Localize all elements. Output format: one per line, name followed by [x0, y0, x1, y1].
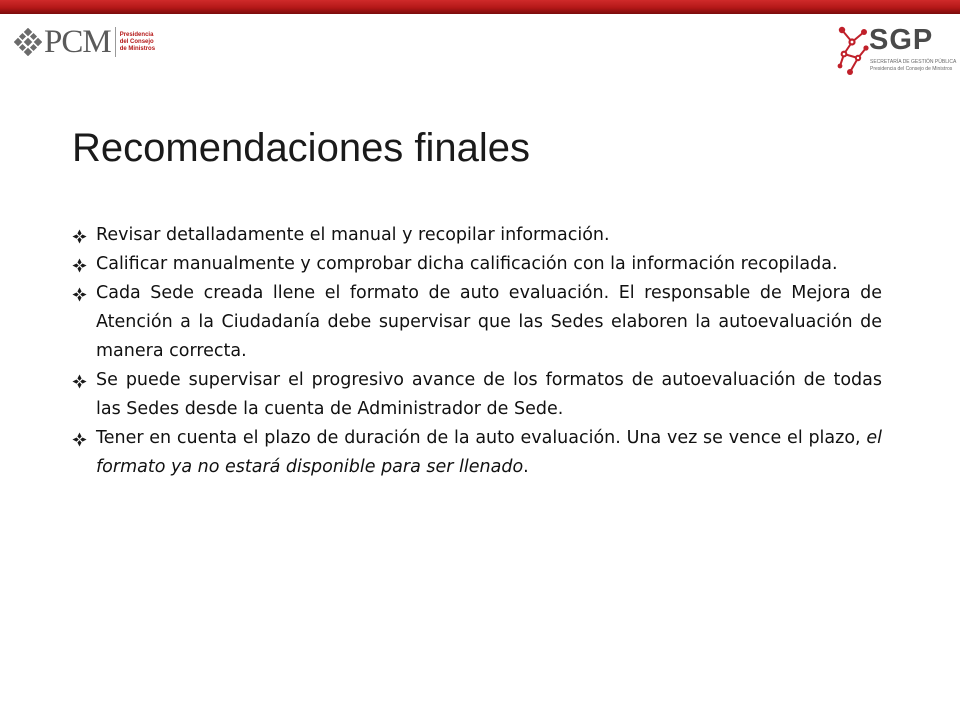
bullet-text: Cada Sede creada llene el formato de auto evaluación. El responsable de Mejora de Atención a la Ciudadanía debe supervisar que las Sedes elaboren la autoevaluación de manera correcta. — [96, 283, 882, 361]
sgp-logo-caption — [870, 59, 956, 73]
top-accent-bar — [0, 0, 960, 14]
diamond-bullet-icon — [72, 229, 87, 244]
sgp-caption-line: Presidencia del Consejo de Ministros — [870, 66, 953, 72]
pcm-subtitle-line: del Consejo — [119, 38, 154, 45]
pcm-logo-subtitle — [120, 32, 156, 53]
sgp-network-icon — [836, 22, 872, 80]
pcm-logo-icon — [14, 28, 42, 56]
bullet-text-italic: el formato ya no estará disponible para ser llenado — [96, 428, 882, 477]
diamond-bullet-icon — [72, 258, 87, 273]
diamond-bullet-icon — [72, 287, 87, 302]
list-item — [72, 250, 882, 279]
list-item — [72, 366, 882, 424]
sgp-logo-text: SGP — [869, 24, 934, 56]
bullet-text: Revisar detalladamente el manual y recopilar información. — [96, 225, 610, 245]
diamond-bullet-icon — [72, 374, 87, 389]
bullet-text-trailing: . — [523, 457, 529, 477]
list-item — [72, 221, 882, 250]
sgp-caption-line: SECRETARÍA DE GESTIÓN PÚBLICA — [870, 59, 957, 65]
recommendations-list — [72, 221, 882, 482]
pcm-logo — [14, 24, 156, 60]
pcm-subtitle-line: de Ministros — [119, 45, 156, 52]
pcm-subtitle-line: Presidencia — [119, 31, 154, 38]
diamond-bullet-icon — [72, 432, 87, 447]
list-item — [72, 279, 882, 366]
pcm-logo-divider — [115, 27, 116, 57]
list-item — [72, 424, 882, 482]
pcm-logo-text: PCM — [44, 23, 111, 60]
bullet-text: Calificar manualmente y comprobar dicha calificación con la información recopilada. — [96, 254, 838, 274]
sgp-logo — [836, 22, 957, 80]
bullet-text: Tener en cuenta el plazo de duración de la auto evaluación. Una vez se vence el plazo, — [96, 428, 867, 448]
slide-title: Recomendaciones finales — [72, 126, 531, 170]
bullet-text: Se puede supervisar el progresivo avance de los formatos de autoevaluación de todas las Sedes desde la cuenta de Administrador de Sede. — [96, 370, 882, 419]
